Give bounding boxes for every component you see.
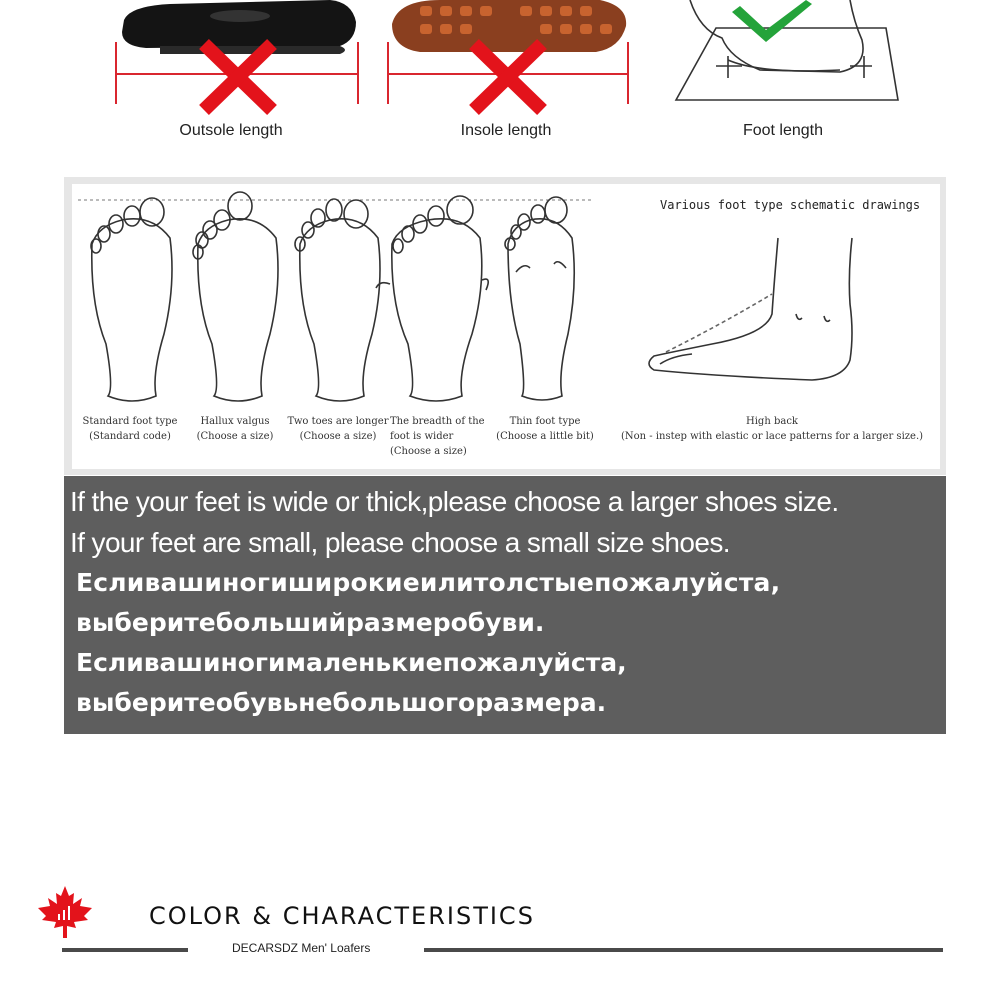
advice-text-ru: выберитеобувьнебольшогоразмера.	[76, 688, 607, 717]
cross-icon	[474, 44, 542, 110]
foot-outline	[376, 196, 488, 401]
sole-illustration	[392, 0, 626, 52]
advice-text-ru: Есливашиногималенькиепожалуйста,	[76, 648, 627, 677]
foot-outline	[295, 199, 380, 401]
measurement-label-insole: Insole length	[460, 122, 552, 139]
foot-type-caption: Hallux valgus (Choose a size)	[196, 416, 274, 442]
measurement-label-outsole: Outsole length	[179, 122, 283, 139]
advice-text-en: If your feet are small, please choose a small size shoes.	[70, 527, 730, 558]
foot-type-caption: High back (Non - instep with elastic or lace patterns for a larger size.)	[620, 416, 924, 442]
foot-type-heading: Various foot type schematic drawings	[660, 198, 921, 212]
foot-outline	[505, 197, 574, 400]
advice-text-ru: выберитебольшийразмеробуви.	[76, 608, 545, 637]
section-divider	[62, 948, 188, 952]
section-title: COLOR & CHARACTERISTICS	[149, 902, 535, 930]
foot-outline	[193, 192, 278, 401]
foot-type-caption: Thin foot type (Choose a little bit)	[496, 416, 594, 442]
advice-text-en: If the your feet is wide or thick,please choose a larger shoes size.	[70, 486, 839, 517]
foot-type-caption: The breadth of the foot is wider (Choose a size)	[390, 416, 485, 457]
measurement-label-foot: Foot length	[742, 122, 824, 139]
check-icon	[732, 0, 812, 42]
section-subtitle: DECARSDZ Men' Loafers	[232, 941, 371, 955]
maple-leaf-icon	[36, 886, 94, 938]
loafer-side-illustration	[122, 0, 356, 54]
section-divider	[424, 948, 943, 952]
advice-text-ru: Есливашиногиширокиеилитолстыепожалуйста,	[76, 568, 781, 597]
foot-side-outline	[649, 238, 852, 380]
foot-type-caption: Two toes are longer (Choose a size)	[287, 416, 389, 442]
foot-outline	[91, 198, 172, 401]
foot-type-caption: Standard foot type (Standard code)	[82, 416, 178, 442]
